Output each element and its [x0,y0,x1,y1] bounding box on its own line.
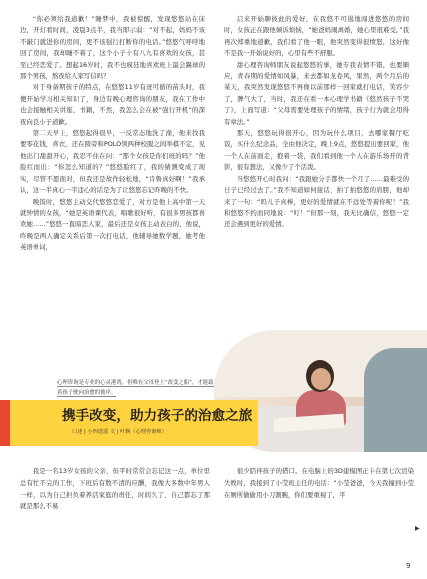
pull-quote-text: 心理咨询是专业的心灵港湾，但唯有父母登上“改变之船”，才能载着孩子驶向治愈的彼岸。 [57,380,214,396]
intro-left-column [20,466,210,513]
pull-quote [57,378,217,398]
parent-figure [364,348,427,452]
paragraph: 当悠悠开心时我问：“我跟她分手都快一个月了……最难受的日子已经过去了。”我不知道如何接话，拍了拍悠悠的肩膀，他却来了一句：“吗儿子真棒，更好的爱情就在不远处等着你呢！”我和悠悠不约而同地说：“叮！”但那一刻，我无比确信，悠悠一定还会遇到更好的爱情。 [224,174,409,229]
paragraph: 晚饭时，悠悠主动交代悠悠恋爱了，对方是他上高中第一天就钟情的女孩，“她是英语课代表，唱歌很好听，有很多男孩都喜欢她……”悠悠一直暗恋人家，最后还是女孩主动表白的，他说，昨晚是两人确定关系后第一次打电话，他辅导她数学题，她考他英语单词， [20,197,205,252]
intro-right-column [224,466,414,501]
article-title: 携手改变，助力孩子的治愈之旅 [62,408,253,424]
paragraph: 那天，悠悠玩得很开心，因为玩什么项目，去哪家餐厅吃饭，买什么纪念品，全由他决定，晚上9点，悠悠提出要回家，他一个人在前面走，抱着一袋，我们看到他一个人在游乐场开的背影，很有想法，又像少了个活泼。 [224,129,409,172]
paragraph: 对于身备期孩子的特点，在悠悠11岁有迹可循的苗头时，我便开始学习相关知识了，身边有晚心理咨询的朋友，我在工作中也会接触相关讲座、书籍，不然，我怎么会在被“强行开机”的深夜向良小子道歉。 [20,83,205,126]
paragraph: 很少陪伴孩子的借口。在电脑上的3D建模图正卡在第七次渲染失败时，我接到了小莹班主任的电话：“小莹爸爸，今天我撞到小莹在厕所偷偷用小刀割腕，你们要重视了，平 [224,467,414,499]
byline: 口述 | 小四逍遥 文 | 叶婉（心理咨询师） [72,429,167,435]
page-number: 9 [406,562,411,570]
paragraph: 甜心理咨询师朋友说起悠悠的事，她专我表情不错，也要顺应，青春期的爱情如风暴，来去都如龙卷风，果然，两个月后的某天，我突然发现悠悠不再像以前那样一回家就打电话，笑容少了，脾气大了，当时，我还在看一本心理学书籍《悠然孩子不哭了》，上面写道：“父母需要处理孩子的情绪，孩子行为就会用得有章法。” [224,60,409,126]
article-left-column [20,14,205,304]
title-accent-bar [0,400,10,446]
paragraph: 第二天早上，悠悠起得很早，一反常态地洗了澡，他来找我要零花钱，喜衣，还在圆旁和POLO领两种校服之间举棋不定，见他出门甜甜开心，我忍不住在问：“那个女孩是你们班的吗？”他脸红而出：“你怎么知道的？”悠悠脸红了，我的猜测变成了现实，尽管不愿面对，但我还是故作轻松地，“肯鲁真好啊！”我承认，这一半真心一半违心的话是为了让悠悠忘记昨晚的不快。 [20,129,205,195]
paragraph: 我是一名13岁女孩的父亲，但平时常常会忘记这一点，单位里总有忙不完的工作，下班后有数不清的应酬，我像大多数中年男人一样，以为自己担负着养活家庭的责任，时间久了，自己都忘了那就是那么不易 [20,467,210,511]
paragraph: “你必须给我道歉！”睡梦中，我被惊醒，发现悠悠站在床边，开灯看时间，凌晨3点半，我当即示弱：“对不起，妈妈不该不敲门就进你的房间，更不该强行打断你的电话。”悠悠气呼呼地回了房间，我却睡不着了，这个小子十有八九有喜欢的女孩，甚至已经恋爱了。想起16岁时，我不也疯狂地喜欢班上最会踢球的那个男孩，熬夜给人家写信吗？ [20,15,205,81]
article-right-column [224,14,409,319]
continue-arrow-icon: ▶ [415,525,420,532]
paragraph: 启来开始聊彼此的爱好，在我悠不可遏地闯进悠悠的房间时，女孩正在跟他倾诉烦恼，“她爸妈闹离婚，她心里很难受。”我再次郑重地道歉，我们看了他一眼，他突然变得很愤怒，这好像不是我一开始说好的，心里有些不舒服。 [224,15,409,58]
